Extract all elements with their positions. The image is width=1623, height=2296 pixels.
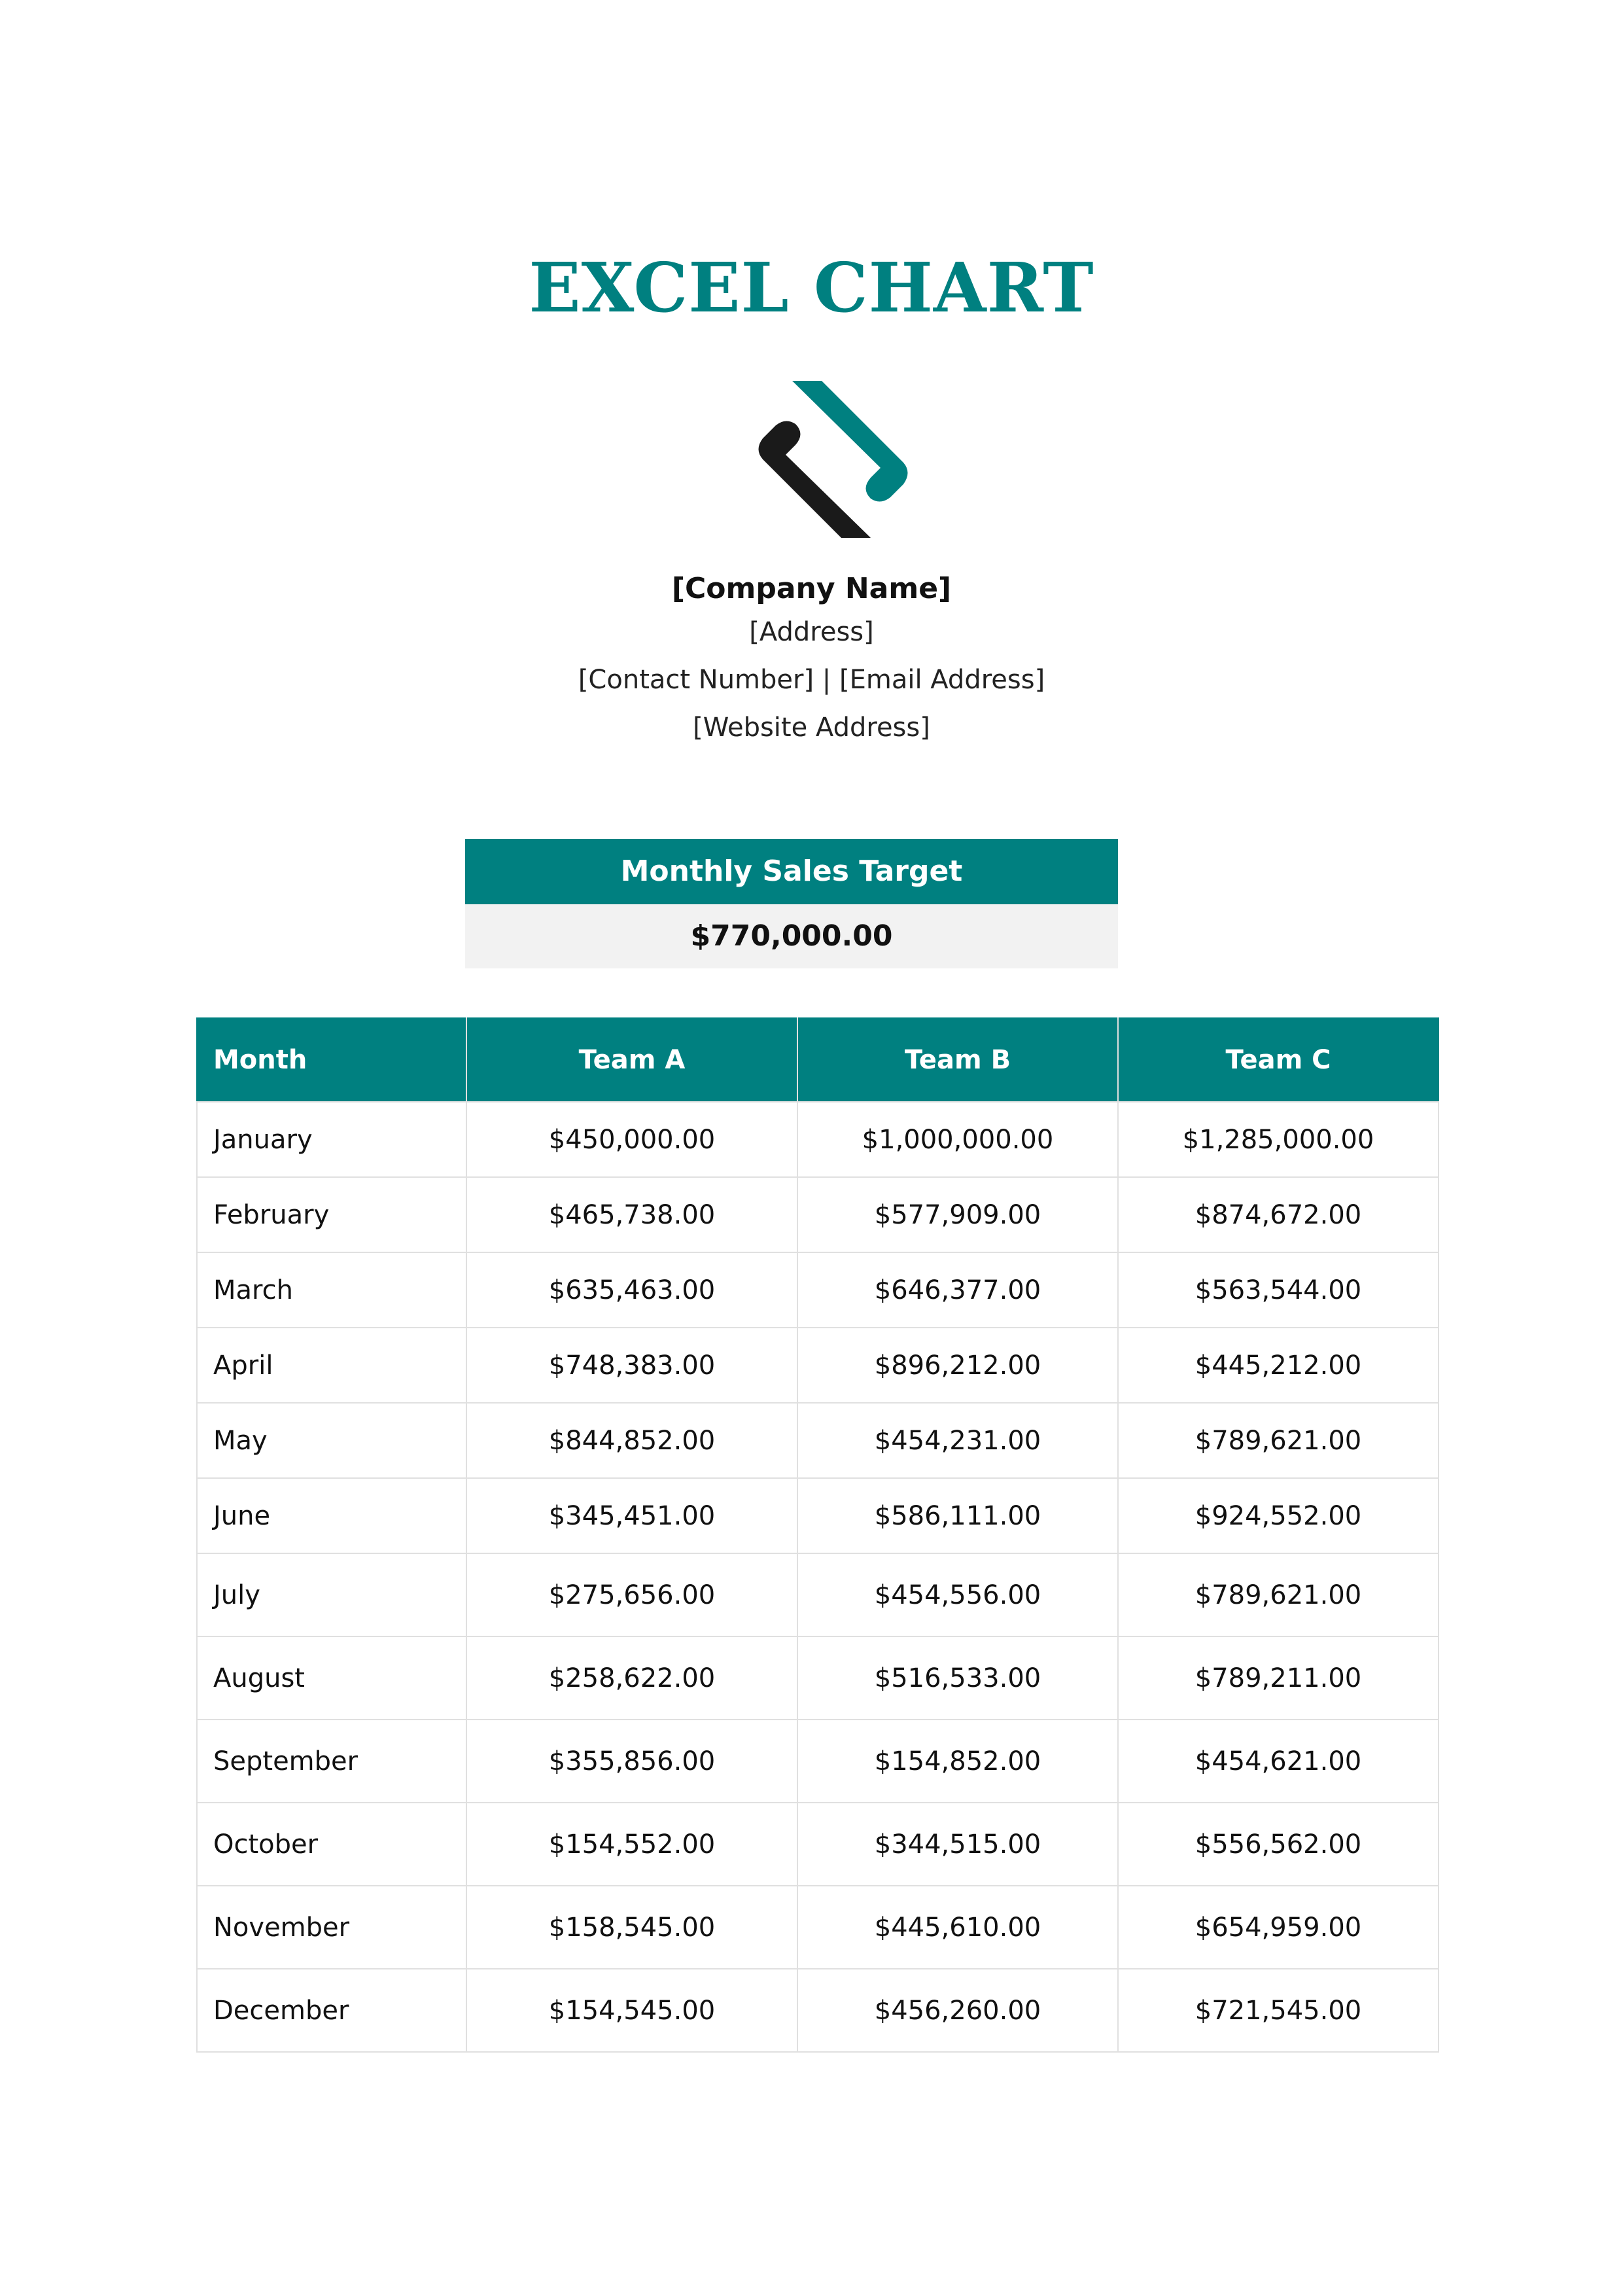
header-team-c: Team C bbox=[1118, 1018, 1439, 1102]
company-address: [Address] bbox=[749, 617, 874, 647]
month-cell: March bbox=[197, 1252, 466, 1328]
month-cell: February bbox=[197, 1177, 466, 1252]
monthly-sales-table bbox=[196, 1017, 1439, 2053]
table-row bbox=[197, 1553, 1439, 1636]
company-info bbox=[0, 569, 1623, 752]
month-cell: June bbox=[197, 1478, 466, 1553]
team-c-cell: $924,552.00 bbox=[1118, 1478, 1439, 1553]
team-b-cell: $896,212.00 bbox=[797, 1328, 1118, 1403]
company-contact: [Contact Number] | [Email Address] bbox=[578, 665, 1045, 695]
team-b-cell: $445,610.00 bbox=[797, 1886, 1118, 1969]
team-b-cell: $454,556.00 bbox=[797, 1553, 1118, 1636]
table-row bbox=[197, 1636, 1439, 1720]
table-row bbox=[197, 1102, 1439, 1177]
team-a-cell: $355,856.00 bbox=[466, 1720, 797, 1803]
team-a-cell: $465,738.00 bbox=[466, 1177, 797, 1252]
team-c-cell: $789,621.00 bbox=[1118, 1403, 1439, 1478]
team-b-cell: $646,377.00 bbox=[797, 1252, 1118, 1328]
team-c-cell: $454,621.00 bbox=[1118, 1720, 1439, 1803]
team-a-cell: $275,656.00 bbox=[466, 1553, 797, 1636]
table-row bbox=[197, 1969, 1439, 2052]
month-cell: November bbox=[197, 1886, 466, 1969]
team-b-cell: $344,515.00 bbox=[797, 1803, 1118, 1886]
company-website: [Website Address] bbox=[693, 713, 930, 743]
team-b-cell: $586,111.00 bbox=[797, 1478, 1118, 1553]
team-a-cell: $844,852.00 bbox=[466, 1403, 797, 1478]
team-c-cell: $721,545.00 bbox=[1118, 1969, 1439, 2052]
month-cell: May bbox=[197, 1403, 466, 1478]
team-c-cell: $789,621.00 bbox=[1118, 1553, 1439, 1636]
month-cell: January bbox=[197, 1102, 466, 1177]
table-row bbox=[197, 1252, 1439, 1328]
team-c-cell: $556,562.00 bbox=[1118, 1803, 1439, 1886]
table-row bbox=[197, 1478, 1439, 1553]
sales-target-box bbox=[465, 839, 1118, 968]
team-a-cell: $635,463.00 bbox=[466, 1252, 797, 1328]
team-a-cell: $158,545.00 bbox=[466, 1886, 797, 1969]
month-cell: September bbox=[197, 1720, 466, 1803]
header-team-a: Team A bbox=[466, 1018, 797, 1102]
month-cell: December bbox=[197, 1969, 466, 2052]
header-month: Month bbox=[197, 1018, 466, 1102]
month-cell: October bbox=[197, 1803, 466, 1886]
team-a-cell: $154,552.00 bbox=[466, 1803, 797, 1886]
table-row bbox=[197, 1328, 1439, 1403]
sales-target-label: Monthly Sales Target bbox=[465, 839, 1118, 904]
team-a-cell: $345,451.00 bbox=[466, 1478, 797, 1553]
team-b-cell: $456,260.00 bbox=[797, 1969, 1118, 2052]
table-header-row bbox=[197, 1018, 1439, 1102]
team-c-cell: $563,544.00 bbox=[1118, 1252, 1439, 1328]
table-row bbox=[197, 1803, 1439, 1886]
team-c-cell: $789,211.00 bbox=[1118, 1636, 1439, 1720]
team-a-cell: $154,545.00 bbox=[466, 1969, 797, 2052]
month-cell: July bbox=[197, 1553, 466, 1636]
month-cell: April bbox=[197, 1328, 466, 1403]
page-title: EXCEL CHART bbox=[529, 247, 1094, 328]
team-a-cell: $450,000.00 bbox=[466, 1102, 797, 1177]
sales-target-value: $770,000.00 bbox=[465, 904, 1118, 968]
team-b-cell: $454,231.00 bbox=[797, 1403, 1118, 1478]
team-b-cell: $1,000,000.00 bbox=[797, 1102, 1118, 1177]
team-a-cell: $258,622.00 bbox=[466, 1636, 797, 1720]
table-row bbox=[197, 1720, 1439, 1803]
company-name: [Company Name] bbox=[671, 572, 952, 605]
team-c-cell: $654,959.00 bbox=[1118, 1886, 1439, 1969]
team-c-cell: $874,672.00 bbox=[1118, 1177, 1439, 1252]
team-b-cell: $154,852.00 bbox=[797, 1720, 1118, 1803]
table-row bbox=[197, 1177, 1439, 1252]
team-a-cell: $748,383.00 bbox=[466, 1328, 797, 1403]
header-team-b: Team B bbox=[797, 1018, 1118, 1102]
team-b-cell: $516,533.00 bbox=[797, 1636, 1118, 1720]
table-row bbox=[197, 1886, 1439, 1969]
team-c-cell: $445,212.00 bbox=[1118, 1328, 1439, 1403]
team-c-cell: $1,285,000.00 bbox=[1118, 1102, 1439, 1177]
table-row bbox=[197, 1403, 1439, 1478]
company-logo bbox=[756, 381, 910, 538]
team-b-cell: $577,909.00 bbox=[797, 1177, 1118, 1252]
month-cell: August bbox=[197, 1636, 466, 1720]
